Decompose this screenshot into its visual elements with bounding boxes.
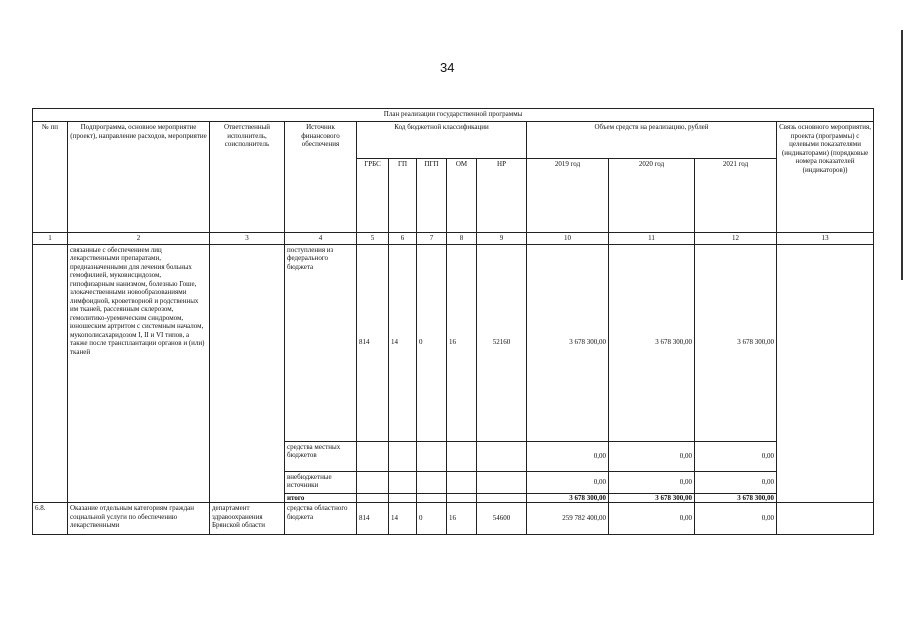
row-source: средства местных бюджетов	[285, 441, 357, 471]
row-2020: 3 678 300,00	[609, 244, 695, 441]
column-number: 12	[695, 233, 777, 245]
table-row	[33, 503, 874, 535]
row-om: 16	[447, 503, 477, 535]
row-2019: 0,00	[527, 441, 609, 471]
row-2020: 0,00	[609, 441, 695, 471]
header-responsible: Ответственный исполнитель, соисполнитель	[210, 122, 285, 233]
row-num-cell	[33, 244, 68, 503]
table-title: План реализации государственной программы	[33, 109, 874, 122]
header-subprogram: Подпрограмма, основное мероприятие (проект), направление расходов, мероприятие	[68, 122, 210, 233]
row-2019: 3 678 300,00	[527, 244, 609, 441]
row-source: внебюджетные источники	[285, 471, 357, 493]
column-numbers-row	[33, 233, 874, 245]
row-link-cell	[777, 503, 874, 535]
row-gp: 14	[389, 503, 417, 535]
header-grbs: ГРБС	[357, 159, 389, 233]
table-row	[33, 244, 874, 441]
column-number: 3	[210, 233, 285, 245]
row-2021: 0,00	[695, 503, 777, 535]
column-number: 5	[357, 233, 389, 245]
row-2019: 259 782 400,00	[527, 503, 609, 535]
row-2020: 3 678 300,00	[609, 493, 695, 503]
row-2021: 0,00	[695, 471, 777, 493]
row-responsible: департамент здравоохранения Брянской области	[210, 503, 285, 535]
plan-table	[32, 108, 874, 535]
header-2020: 2020 год	[609, 159, 695, 233]
row-2020: 0,00	[609, 471, 695, 493]
column-number: 7	[417, 233, 447, 245]
row-gp: 14	[389, 244, 417, 441]
header-np: НР	[477, 159, 527, 233]
page-edge-line	[901, 30, 903, 280]
header-link: Связь основного мероприятия, проекта (программы) с целевыми показателями (индикаторами) (порядковые номера показателей (индикаторов))	[777, 122, 874, 233]
row-source: итого	[285, 493, 357, 503]
column-number: 13	[777, 233, 874, 245]
column-number: 11	[609, 233, 695, 245]
row-pgp: 0	[417, 503, 447, 535]
header-om: ОМ	[447, 159, 477, 233]
column-number: 9	[477, 233, 527, 245]
row-2019: 3 678 300,00	[527, 493, 609, 503]
column-number: 6	[389, 233, 417, 245]
row-source: средства областного бюджета	[285, 503, 357, 535]
row-np: 52160	[477, 244, 527, 441]
column-number: 2	[68, 233, 210, 245]
row-description: связанные с обеспечением лиц лекарственными препаратами, предназначенными для лечения больных гемофилией, муковисцидозом, гипофизарным нанизмом, болезнью Гоше, злокачественными новообразованиями лимфоидной, кроветворной и родственных им тканей, рассеянным склерозом, гемолитико-уремическим синдромом, юношеским артритом с системным началом, мукополисахаридозом I, II и VI типов, а также после трансплантации органов и (или) тканей	[68, 244, 210, 503]
row-link-cell	[777, 244, 874, 503]
header-2021: 2021 год	[695, 159, 777, 233]
column-number: 10	[527, 233, 609, 245]
row-grbs: 814	[357, 503, 389, 535]
row-num: 6.8.	[33, 503, 68, 535]
row-responsible-cell	[210, 244, 285, 503]
row-2020: 0,00	[609, 503, 695, 535]
row-pgp: 0	[417, 244, 447, 441]
column-number: 4	[285, 233, 357, 245]
row-2021: 3 678 300,00	[695, 493, 777, 503]
row-description: Оказание отдельным категориям граждан социальной услуги по обеспечению лекарственными	[68, 503, 210, 535]
row-2021: 3 678 300,00	[695, 244, 777, 441]
row-2019: 0,00	[527, 471, 609, 493]
header-pgp: ПГП	[417, 159, 447, 233]
header-gp: ГП	[389, 159, 417, 233]
header-num: № пп	[33, 122, 68, 233]
header-2019: 2019 год	[527, 159, 609, 233]
column-number: 1	[33, 233, 68, 245]
header-budget-code: Код бюджетной классификации	[357, 122, 527, 159]
header-volume: Объем средств на реализацию, рублей	[527, 122, 777, 159]
row-om: 16	[447, 244, 477, 441]
row-source: поступления из федерального бюджета	[285, 244, 357, 441]
page-number: 34	[440, 60, 455, 75]
column-number: 8	[447, 233, 477, 245]
header-sources: Источник финансового обеспечения	[285, 122, 357, 233]
row-np: 54600	[477, 503, 527, 535]
row-2021: 0,00	[695, 441, 777, 471]
row-grbs: 814	[357, 244, 389, 441]
